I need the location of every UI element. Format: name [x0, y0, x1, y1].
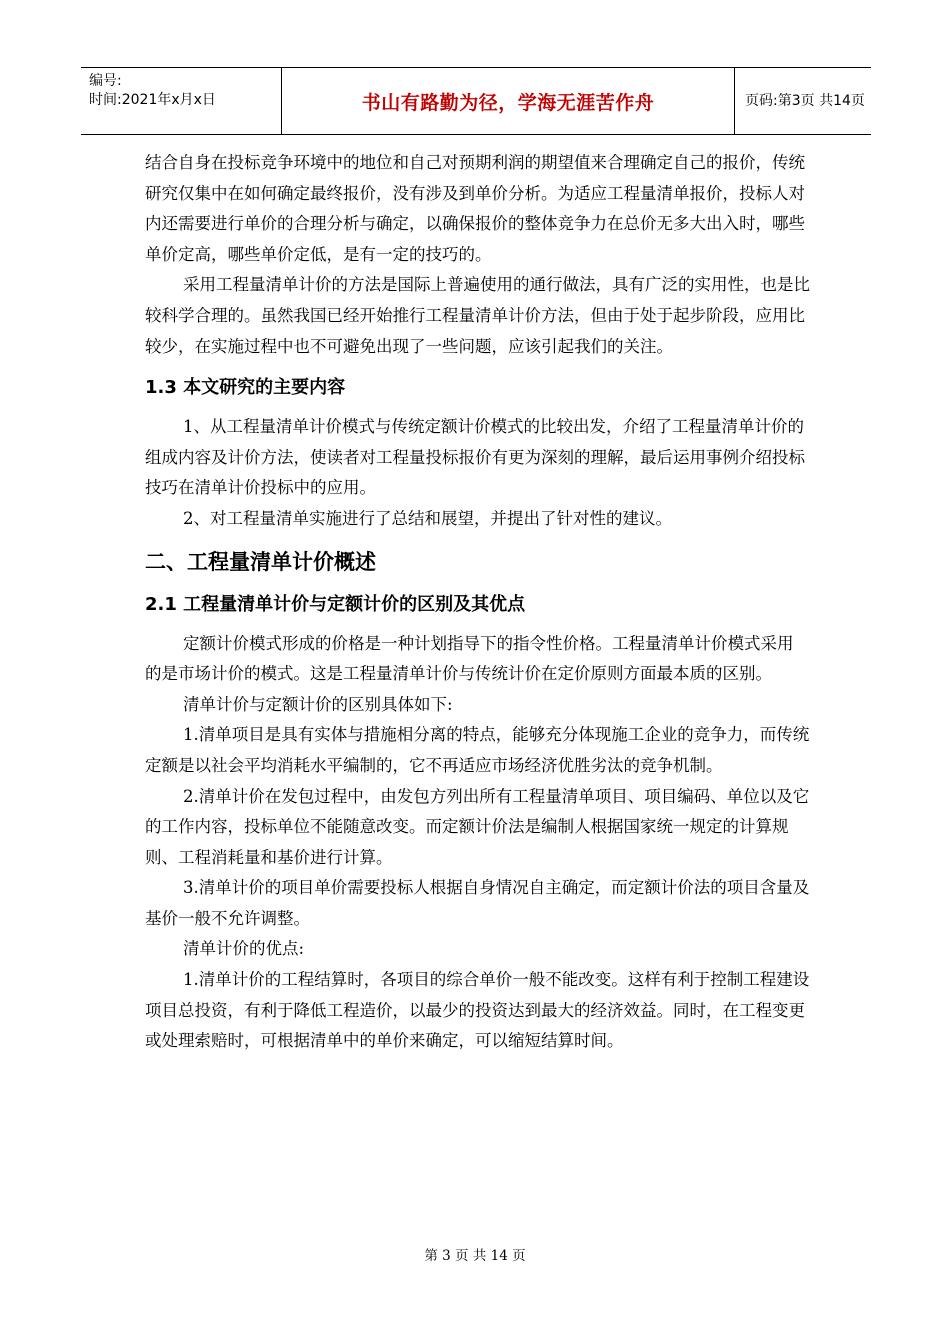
document-date: 时间:2021年x月x日 [89, 92, 216, 108]
paragraph: 2.清单计价在发包过程中，由发包方列出所有工程量清单项目、项目编码、单位以及它的工作内容，投标单位不能随意改变。而定额计价法是编制人根据国家统一规定的计算规则、工程消耗量和基价进行计算。 [145, 786, 810, 867]
document-body [145, 148, 813, 1057]
header-middle-cell [281, 68, 735, 134]
header-motto: 书山有路勤为径，学海无涯苦作舟 [361, 91, 655, 114]
paragraph: 2、对工程量清单实施进行了总结和展望，并提出了针对性的建议。 [183, 508, 672, 528]
paragraph: 1.清单计价的工程结算时，各项目的综合单价一般不能改变。这样有利于控制工程建设项目总投资，有利于降低工程造价，以最少的投资达到最大的经济效益。同时，在工程变更或处理索赔时，可根据清单中的单价来确定，可以缩短结算时间。 [145, 970, 810, 1051]
paragraph: 结合自身在投标竞争环境中的地位和自己对预期利润的期望值来合理确定自己的报价，传统研究仅集中在如何确定最终报价，没有涉及到单价分析。为适应工程量清单报价，投标人对内还需要进行单价的合理分析与确定，以确保报价的整体竞争力在总价无多大出入时，哪些单价定高，哪些单价定低，是有一定的技巧的。 [145, 153, 805, 264]
header-left-cell [81, 68, 281, 134]
section-heading-2-1: 2.1 工程量清单计价与定额计价的区别及其优点 [145, 593, 526, 615]
header-right-cell [735, 68, 871, 134]
paragraph: 清单计价的优点: [183, 939, 305, 959]
header-page-info: 页码:第3页 共14页 [745, 93, 865, 109]
page-header [81, 67, 871, 135]
page-footer: 第 3 页 共 14 页 [424, 1248, 526, 1264]
paragraph: 定额计价模式形成的价格是一种计划指导下的指令性价格。工程量清单计价模式采用的是市场计价的模式。这是工程量清单计价与传统计价在定价原则方面最本质的区别。 [145, 633, 794, 684]
paragraph: 采用工程量清单计价的方法是国际上普遍使用的通行做法，具有广泛的实用性，也是比较科学合理的。虽然我国已经开始推行工程量清单计价方法，但由于处于起步阶段，应用比较少，在实施过程中也不可避免出现了一些问题，应该引起我们的关注。 [145, 275, 810, 356]
paragraph: 3.清单计价的项目单价需要投标人根据自身情况自主确定，而定额计价法的项目含量及基价一般不允许调整。 [145, 878, 810, 928]
paragraph: 清单计价与定额计价的区别具体如下: [183, 694, 453, 714]
document-number-label: 编号: [89, 73, 122, 89]
paragraph: 1、从工程量清单计价模式与传统定额计价模式的比较出发，介绍了工程量清单计价的组成内容及计价方法，使读者对工程量投标报价有更为深刻的理解，最后运用事例介绍投标技巧在清单计价投标中的应用。 [145, 417, 805, 498]
paragraph: 1.清单项目是具有实体与措施相分离的特点，能够充分体现施工企业的竞争力，而传统定额是以社会平均消耗水平编制的，它不再适应市场经济优胜劣汰的竞争机制。 [145, 725, 810, 775]
section-heading-1-3: 1.3 本文研究的主要内容 [145, 377, 346, 399]
chapter-heading-2: 二、工程量清单计价概述 [145, 549, 376, 574]
